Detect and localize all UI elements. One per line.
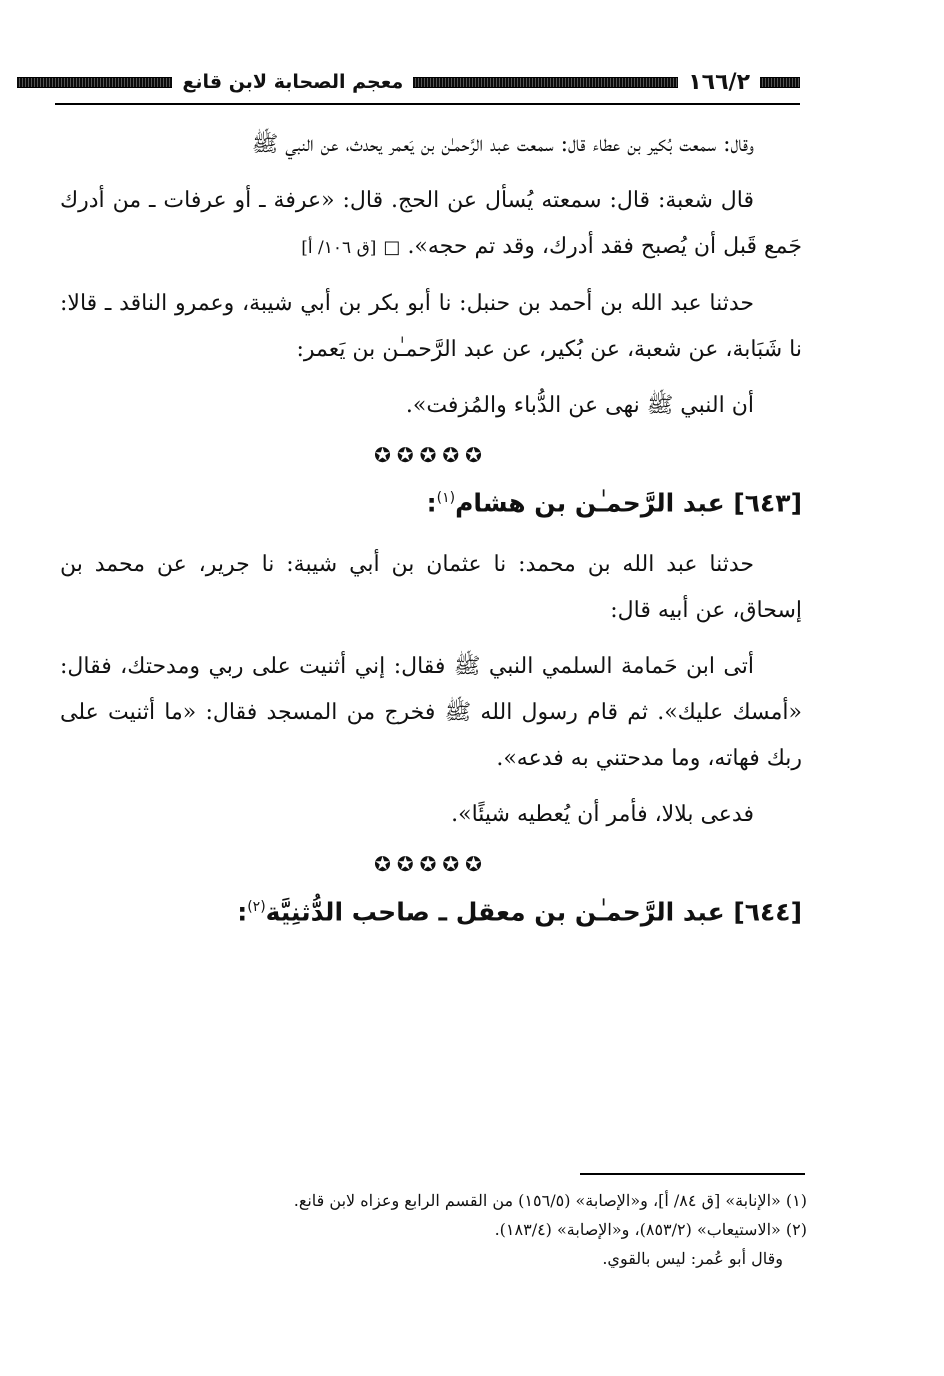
entry-644-heading (60, 880, 802, 939)
footnote-ref-2: (٢) (247, 899, 266, 916)
entry-643-colon: : (426, 488, 437, 518)
section-separator: ✪✪✪✪✪ (374, 443, 488, 467)
paragraph-7: فدعى بلالا، فأمر أن يُعطيه شيئًا». (451, 802, 754, 828)
footnote-1: (١) «الإنابة» [ق ٨٤/ أ]، و«الإصابة» (١٥٦/٥) من القسم الرابع وعزاه لابن قانع. (293, 1191, 807, 1210)
entry-644-colon: : (237, 897, 248, 927)
paragraph-2-text: قال شعبة: قال: سمعته يُسأل عن الحج. قال: «عرفة ـ أو عرفات ـ من أدرك جَمع قَبل أن يُصبح فقد أدرك، وقد تم حجه». (60, 188, 802, 259)
section-separator: ✪✪✪✪✪ (374, 852, 488, 877)
paragraph-6: أتى ابن حَمامة السلمي النبي ﷺ فقال: إني أثنيت على ربي ومدحتك، فقال: «أمسك عليك». ثم قام رسول الله ﷺ فخرج من المسجد فقال: «ما أثنيت على ربك فهاته، وما مدحتني به فدعه». (60, 654, 802, 772)
manuscript-margin-note: [ق ١٠٦/ أ] (301, 238, 377, 258)
book-title: معجم الصحابة لابن قانع (182, 71, 404, 93)
paragraph-5: حدثنا عبد الله بن محمد: نا عثمان بن أبي شيبة: نا جرير، عن محمد بن إسحاق، عن أبيه قال: (60, 552, 802, 624)
footnote-rule (580, 1173, 805, 1175)
header-rule (55, 103, 800, 105)
running-header (55, 62, 800, 102)
page-number: ١٦٦/٢ (688, 69, 750, 95)
entry-643-title: [٦٤٣] عبد الرَّحمـٰن بن هشام (455, 488, 802, 518)
header-ornament-left (17, 77, 172, 88)
paragraph-2 (60, 178, 802, 271)
paragraph-1: وقال: سمعت بُكير بن عطاء قال: سمعت عبد الرَّحمـٰن بن يَعمر يحدث، عن النبي ﷺ (251, 132, 754, 157)
main-text (60, 122, 802, 952)
footnotes (145, 1186, 807, 1273)
footnote-2: (٢) «الاستيعاب» (٨٥٣/٢)، و«الإصابة» (١٨٣/٤). (494, 1220, 807, 1239)
entry-643-heading (60, 471, 802, 530)
footnote-2-continuation: وقال أبو عُمر: ليس بالقوي. (602, 1249, 783, 1268)
entry-644-title: [٦٤٤] عبد الرَّحمـٰن بن معقل ـ صاحب الدُّثنِيَّة (265, 897, 802, 927)
end-mark: □ (383, 237, 401, 258)
header-ornament-right (760, 77, 800, 88)
paragraph-3: حدثنا عبد الله بن أحمد بن حنبل: نا أبو بكر بن أبي شيبة، وعمرو الناقد ـ قالا: نا شَبَابة، عن شعبة، عن بُكير، عن عبد الرَّحمـٰن بن يَعمر: (60, 291, 802, 362)
footnote-ref-1: (١) (436, 490, 456, 506)
paragraph-4: أن النبي ﷺ نهى عن الدُّباء والمُزفت». (405, 393, 754, 418)
header-ornament-middle (413, 77, 678, 88)
